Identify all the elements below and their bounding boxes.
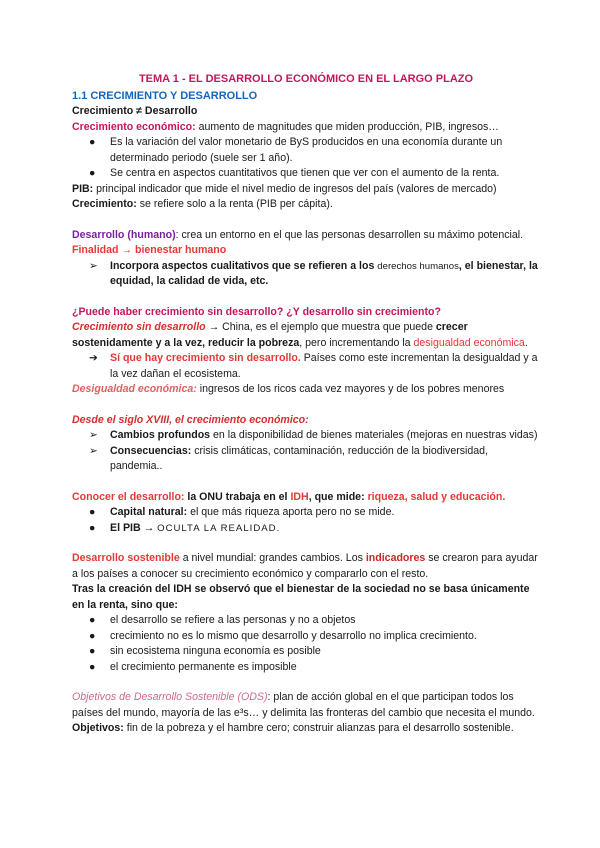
bullet-icon: ● <box>89 660 96 673</box>
crecimiento-economico-list <box>72 135 540 182</box>
crecimiento-sin-desarrollo-paragraph: Crecimiento sin desarrollo → China, es el ejemplo que muestra que puede crecer sostenidamente y a la vez, reducir la pobreza, pero incrementando la desigualdad económica. <box>72 321 528 349</box>
list-item: ● sin ecosistema ninguna economía es posible <box>72 644 540 660</box>
arrow-bullet-icon: ➢ <box>89 429 98 441</box>
list-item: ● el desarrollo se refiere a las personas y no a objetos <box>72 613 540 629</box>
crecimiento-economico-line <box>72 120 540 136</box>
desarrollo-list <box>72 259 540 290</box>
list-item: ➢ Consecuencias: crisis climáticas, contaminación, reducción de la biodiversidad, pandemia.. <box>89 444 489 472</box>
tras-idh-paragraph: Tras la creación del IDH se observó que el bienestar de la sociedad no se basa únicamente en la renta, sino que: <box>72 583 530 611</box>
crecimiento-line: Crecimiento: se refiere solo a la renta (PIB per cápita). <box>72 198 333 210</box>
sostenible-list <box>72 613 540 675</box>
bullet-icon: ● <box>89 645 96 657</box>
list-item: ● El PIB → OCULTA LA REALIDAD. <box>72 521 540 537</box>
siglo-heading: Desde el siglo XVIII, el crecimiento económico: <box>72 413 309 426</box>
crecimiento-vs-desarrollo: Crecimiento ≠ Desarrollo <box>72 105 198 117</box>
bullet-icon: ● <box>89 136 96 148</box>
list-item: ➔ Sí que hay crecimiento sin desarrollo. Países como este incrementan la desigualdad y a la vez dañan el ecosistema. <box>89 352 538 380</box>
document-page <box>72 72 540 737</box>
ods-paragraph: Objetivos de Desarrollo Sostenible (ODS): plan de acción global en el que participan todos los países del mundo, mayoría de las e³s… y delimita las fronteras del cambio que necesita el mundo. <box>72 691 535 719</box>
bullet-icon: ● <box>89 167 96 179</box>
csd-list <box>72 351 540 382</box>
bullet-icon: ● <box>89 614 96 626</box>
crecimiento-economico-text: aumento de magnitudes que miden producción, PIB, ingresos… <box>195 120 499 133</box>
arrow-right-icon: ➔ <box>89 352 98 364</box>
arrow-bullet-icon: ➢ <box>89 444 98 457</box>
objetivos-line: Objetivos: fin de la pobreza y el hambre cero; construir alianzas para el desarrollo sostenible. <box>72 722 514 734</box>
conocer-desarrollo-line: Conocer el desarrollo: la ONU trabaja en el IDH, que mide: riqueza, salud y educación. <box>72 490 506 503</box>
document-title: TEMA 1 - EL DESARROLLO ECONÓMICO EN EL LARGO PLAZO <box>138 73 474 85</box>
list-item: ➢ Incorpora aspectos cualitativos que se refieren a los derechos humanos, el bienestar, la equidad, la calidad de vida, etc. <box>89 259 538 287</box>
crecimiento-economico-label: Crecimiento económico: <box>72 120 196 133</box>
siglo-list <box>72 428 540 475</box>
desigualdad-line: Desigualdad económica: ingresos de los ricos cada vez mayores y de los pobres menores <box>72 383 505 395</box>
pregunta-heading: ¿Puede haber crecimiento sin desarrollo? ¿Y desarrollo sin crecimiento? <box>72 305 441 318</box>
bullet-icon: ● <box>89 629 96 642</box>
desarrollo-sostenible-paragraph: Desarrollo sostenible a nivel mundial: grandes cambios. Los indicadores se crearon para ayudar a los países a conocer su crecimiento económico y compararlo con el resto. <box>72 552 538 580</box>
list-item: ● el crecimiento permanente es imposible <box>72 660 540 676</box>
bullet-icon: ● <box>89 506 96 518</box>
list-item: ● crecimiento no es lo mismo que desarrollo y desarrollo no implica crecimiento. <box>72 629 540 645</box>
list-item: ● Se centra en aspectos cuantitativos que tienen que ver con el aumento de la renta. <box>72 166 540 182</box>
conocer-list <box>72 505 540 536</box>
list-item: ➢ Cambios profundos en la disponibilidad de bienes materiales (mejoras en nuestras vidas) <box>72 428 540 444</box>
pib-line: PIB: principal indicador que mide el nivel medio de ingresos del país (valores de mercado) <box>72 182 497 195</box>
list-item: ● Es la variación del valor monetario de ByS producidos en una economía durante un determinado periodo (suele ser 1 año). <box>89 136 503 164</box>
bullet-icon: ● <box>89 521 96 534</box>
section-heading: 1.1 CRECIMIENTO Y DESARROLLO <box>72 89 258 102</box>
desarrollo-humano-paragraph: Desarrollo (humano): crea un entorno en el que las personas desarrollen su máximo potencial. Finalidad → bienestar humano <box>72 228 524 256</box>
list-item: ● Capital natural: el que más riqueza aporta pero no se mide. <box>72 505 540 521</box>
arrow-bullet-icon: ➢ <box>89 259 98 272</box>
